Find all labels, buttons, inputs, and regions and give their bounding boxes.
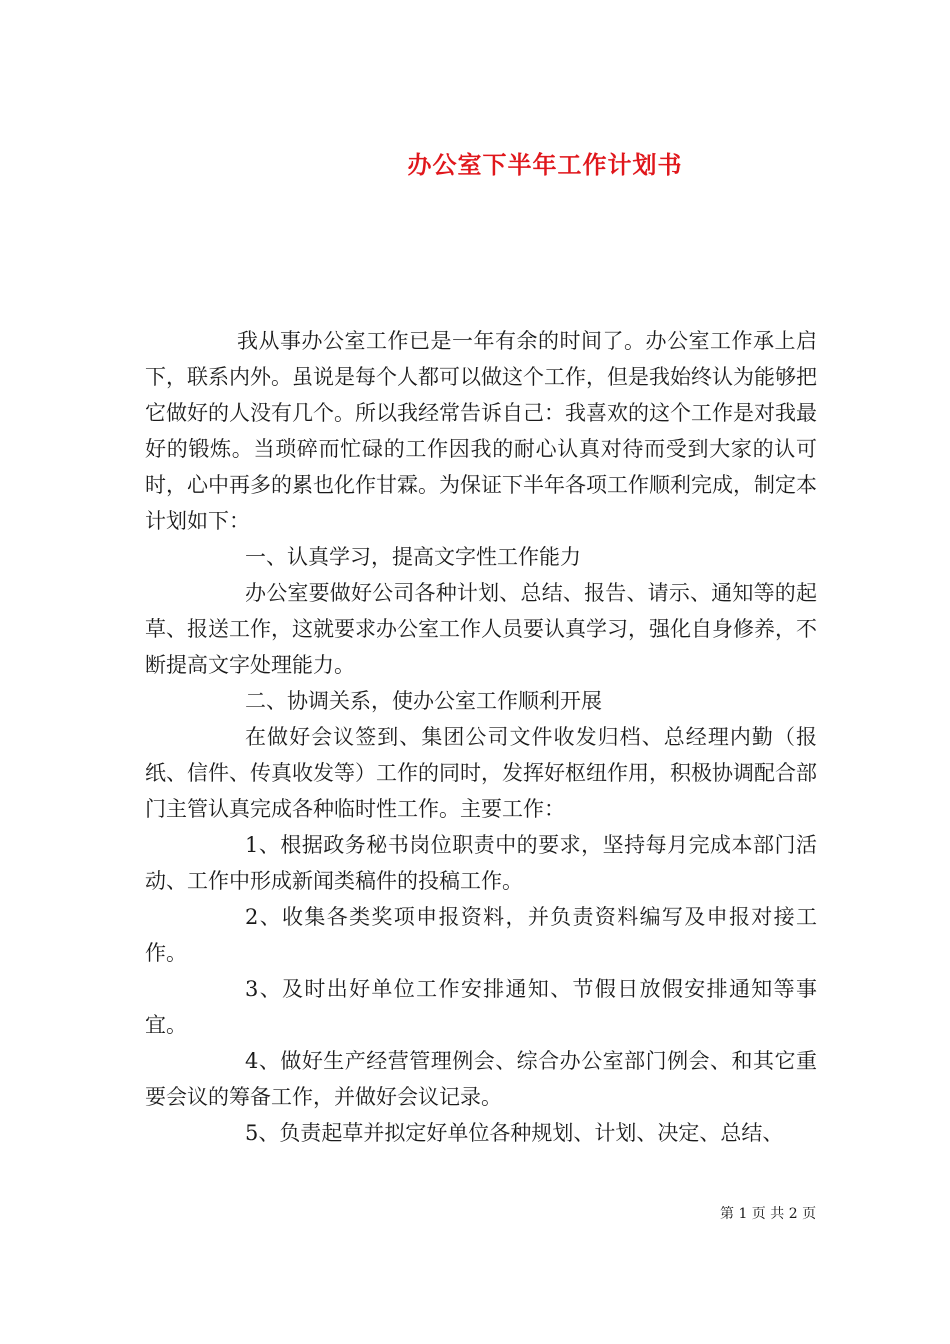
list-item-2: 2、收集各类奖项申报资料，并负责资料编写及申报对接工作。 (145, 905, 817, 965)
section-heading-1: 一、认真学习，提高文字性工作能力 (245, 545, 581, 569)
list-item-1: 1、根据政务秘书岗位职责中的要求，坚持每月完成本部门活动、工作中形成新闻类稿件的投稿工作。 (145, 833, 817, 893)
list-item-4: 4、做好生产经营管理例会、综合办公室部门例会、和其它重要会议的筹备工作，并做好会议记录。 (145, 1049, 817, 1109)
page-number-footer: 第 1 页 共 2 页 (720, 1206, 817, 1222)
document-body (145, 323, 817, 1151)
page-title: 办公室下半年工作计划书 (407, 150, 683, 180)
section-heading-2: 二、协调关系，使办公室工作顺利开展 (245, 689, 602, 713)
list-item-3: 3、及时出好单位工作安排通知、节假日放假安排通知等事宜。 (145, 977, 817, 1037)
paragraph-section-1: 办公室要做好公司各种计划、总结、报告、请示、通知等的起草、报送工作，这就要求办公室工作人员要认真学习，强化自身修养，不断提高文字处理能力。 (145, 581, 817, 677)
paragraph-section-2: 在做好会议签到、集团公司文件收发归档、总经理内勤（报纸、信件、传真收发等）工作的同时，发挥好枢纽作用，积极协调配合部门主管认真完成各种临时性工作。主要工作： (145, 725, 817, 821)
paragraph-intro: 我从事办公室工作已是一年有余的时间了。办公室工作承上启下，联系内外。虽说是每个人都可以做这个工作，但是我始终认为能够把它做好的人没有几个。所以我经常告诉自己：我喜欢的这个工作是对我最好的锻炼。当琐碎而忙碌的工作因我的耐心认真对待而受到大家的认可时，心中再多的累也化作甘霖。为保证下半年各项工作顺利完成，制定本计划如下： (145, 329, 817, 533)
list-item-5: 5、负责起草并拟定好单位各种规划、计划、决定、总结、 (245, 1121, 784, 1145)
